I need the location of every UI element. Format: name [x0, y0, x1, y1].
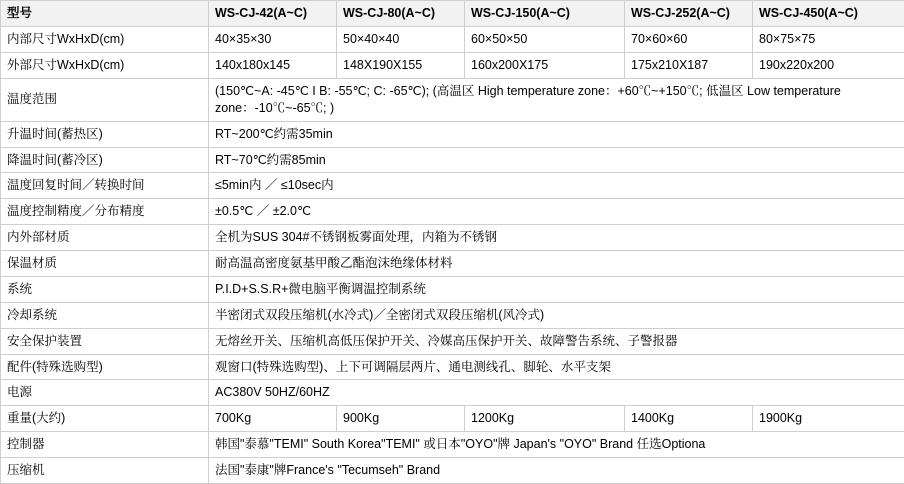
row-value: 半密闭式双段压缩机(水冷式)／全密闭式双段压缩机(风冷式) [209, 302, 904, 328]
row-value: ±0.5℃ ／ ±2.0℃ [209, 199, 904, 225]
row-label: 电源 [1, 380, 209, 406]
row-value: 韩国"泰慕"TEMI" South Korea"TEMI" 或日本"OYO"牌 Japan's "OYO" Brand 任选Optiona [209, 432, 904, 458]
row-value: 耐高温高密度氨基甲酸乙酯泡沫绝缘体材料 [209, 251, 904, 277]
row-label: 温度控制精度／分布精度 [1, 199, 209, 225]
row-value: (150℃~A: -45℃ I B: -55℃; C: -65℃); (高温区 High temperature zone：+60℃~+150℃; 低温区 Low temperature zone：-10℃~-65℃; ) [209, 78, 904, 121]
table-row [1, 121, 904, 147]
header-model-1: WS-CJ-42(A~C) [209, 1, 337, 27]
row-label: 系统 [1, 276, 209, 302]
row-cell: 900Kg [337, 406, 465, 432]
table-row [1, 458, 904, 484]
table-body [1, 1, 904, 484]
row-cell: 80×75×75 [753, 26, 904, 52]
header-model-5: WS-CJ-450(A~C) [753, 1, 904, 27]
table-row [1, 199, 904, 225]
row-cell: 1400Kg [625, 406, 753, 432]
row-label: 内外部材质 [1, 225, 209, 251]
header-model-2: WS-CJ-80(A~C) [337, 1, 465, 27]
row-label: 降温时间(蓄冷区) [1, 147, 209, 173]
table-row [1, 432, 904, 458]
row-cell: 175x210X187 [625, 52, 753, 78]
table-row [1, 328, 904, 354]
table-row [1, 406, 904, 432]
table-row [1, 276, 904, 302]
row-value: 法国"泰康"牌France's "Tecumseh" Brand [209, 458, 904, 484]
row-cell: 140x180x145 [209, 52, 337, 78]
row-label: 温度范围 [1, 78, 209, 121]
row-label: 外部尺寸WxHxD(cm) [1, 52, 209, 78]
table-row [1, 225, 904, 251]
row-value: AC380V 50HZ/60HZ [209, 380, 904, 406]
table-row [1, 354, 904, 380]
header-model-4: WS-CJ-252(A~C) [625, 1, 753, 27]
table-row [1, 380, 904, 406]
row-cell: 148X190X155 [337, 52, 465, 78]
row-label: 温度回复时间／转换时间 [1, 173, 209, 199]
row-label: 重量(大约) [1, 406, 209, 432]
row-cell: 60×50×50 [465, 26, 625, 52]
row-cell: 50×40×40 [337, 26, 465, 52]
row-value: 全机为SUS 304#不锈钢板雾面处理，内箱为不锈钢 [209, 225, 904, 251]
row-cell: 190x220x200 [753, 52, 904, 78]
row-value: RT~70℃约需85min [209, 147, 904, 173]
table-row [1, 26, 904, 52]
row-cell: 160x200X175 [465, 52, 625, 78]
table-row [1, 302, 904, 328]
row-label: 压缩机 [1, 458, 209, 484]
row-value: P.I.D+S.S.R+微电脑平衡调温控制系统 [209, 276, 904, 302]
row-cell: 70×60×60 [625, 26, 753, 52]
row-label: 保温材质 [1, 251, 209, 277]
row-cell: 1900Kg [753, 406, 904, 432]
row-value: RT~200℃约需35min [209, 121, 904, 147]
row-value: 无熔丝开关、压缩机高低压保护开关、冷媒高压保护开关、故障警告系统、子警报器 [209, 328, 904, 354]
table-row [1, 251, 904, 277]
header-label: 型号 [1, 1, 209, 27]
row-label: 安全保护装置 [1, 328, 209, 354]
row-value: 观窗口(特殊选购型)、上下可调隔层两片、通电测线孔、脚轮、水平支架 [209, 354, 904, 380]
row-cell: 700Kg [209, 406, 337, 432]
table-row [1, 173, 904, 199]
header-model-3: WS-CJ-150(A~C) [465, 1, 625, 27]
table-header-row [1, 1, 904, 27]
table-row [1, 78, 904, 121]
row-cell: 1200Kg [465, 406, 625, 432]
row-label: 升温时间(蓄热区) [1, 121, 209, 147]
table-row [1, 52, 904, 78]
table-row [1, 147, 904, 173]
row-cell: 40×35×30 [209, 26, 337, 52]
row-label: 内部尺寸WxHxD(cm) [1, 26, 209, 52]
row-label: 配件(特殊选购型) [1, 354, 209, 380]
row-label: 控制器 [1, 432, 209, 458]
row-label: 冷却系统 [1, 302, 209, 328]
row-value: ≤5min内 ／ ≤10sec内 [209, 173, 904, 199]
